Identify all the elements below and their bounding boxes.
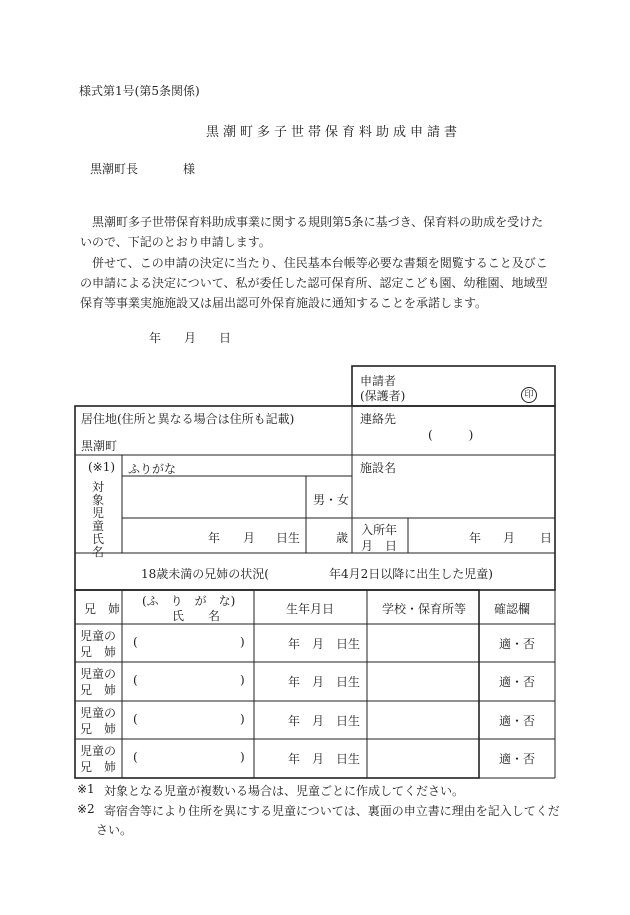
row-label-2: 兄 姉	[80, 683, 117, 697]
confirm-option: 適・否	[499, 675, 536, 689]
gender-options: 男・女	[313, 493, 350, 507]
entry-day: 日	[540, 531, 553, 545]
entry-date-label-1: 入所年	[361, 523, 398, 537]
birth-year: 年	[208, 531, 221, 545]
paren-open: (	[133, 712, 138, 726]
address-town: 黒潮町	[81, 439, 118, 453]
date-month: 月	[184, 331, 197, 345]
age-unit: 歳	[336, 531, 349, 545]
note-2-text-line2: さい。	[96, 823, 133, 837]
contact-label: 連絡先	[360, 412, 397, 426]
note-2-mark: ※2	[77, 802, 95, 816]
birth-date: 年 月 日生	[288, 637, 361, 651]
document-title: 黒潮町多子世帯保育料助成申請書	[206, 125, 462, 140]
applicant-guardian-label: (保護者)	[360, 389, 406, 403]
addressee-sama: 様	[183, 162, 196, 176]
paren-close: )	[240, 750, 245, 764]
col-furigana: (ふ り が な)	[142, 594, 236, 608]
paren-open: (	[133, 750, 138, 764]
col-school: 学校・保育所等	[382, 602, 467, 616]
note-1-mark: ※1	[77, 782, 95, 796]
entry-month: 月	[503, 531, 516, 545]
addressee: 黒潮町長	[90, 162, 139, 176]
confirm-option: 適・否	[499, 714, 536, 728]
entry-year: 年	[469, 531, 482, 545]
col-birth: 生年月日	[286, 602, 335, 616]
birth-date: 年 月 日生	[288, 752, 361, 766]
body-paragraph-2: 併せて、この申請の決定に当たり、住民基本台帳等必要な書類を閲覧すること及びこの申請による決定について、私が委任した認可保育所、認定こども園、幼稚園、地域型保育等事業実施施設又は届出認可外保育施設に通知することを承諾します。	[80, 256, 548, 310]
confirm-option: 適・否	[499, 752, 536, 766]
note-mark-1: (※1)	[88, 460, 116, 474]
child-name-label: 対象児童氏名	[91, 480, 104, 559]
col-name: 氏 名	[172, 609, 221, 623]
paren-close: )	[240, 673, 245, 687]
body-paragraph-1: 黒潮町多子世帯保育料助成事業に関する規則第5条に基づき、保育料の助成を受けたいので、下記のとおり申請します。	[80, 215, 544, 249]
contact-phone-parens: ( )	[428, 428, 474, 442]
row-label-1: 児童の	[80, 667, 117, 681]
date-year: 年	[149, 331, 162, 345]
paren-open: (	[133, 635, 138, 649]
seal-mark: 印	[521, 387, 537, 403]
row-label-1: 児童の	[80, 706, 117, 720]
entry-date-label-2: 月 日	[361, 539, 398, 553]
form-number: 様式第1号(第5条関係)	[79, 84, 200, 98]
row-label-2: 兄 姉	[80, 760, 117, 774]
row-label-2: 兄 姉	[80, 722, 117, 736]
date-day: 日	[219, 331, 232, 345]
paren-close: )	[240, 712, 245, 726]
paren-close: )	[240, 635, 245, 649]
row-label-1: 児童の	[80, 744, 117, 758]
col-confirm: 確認欄	[494, 602, 531, 616]
address-label: 居住地(住所と異なる場合は住所も記載)	[81, 412, 295, 426]
birth-day: 日生	[276, 531, 301, 545]
row-label-2: 兄 姉	[80, 645, 117, 659]
facility-label: 施設名	[360, 461, 397, 475]
birth-date: 年 月 日生	[288, 675, 361, 689]
note-2-text-line1: 寄宿舎等により住所を異にする児童については、裏面の申立書に理由を記入してくだ	[104, 804, 560, 818]
note-1-text: 対象となる児童が複数いる場合は、児童ごとに作成してください。	[104, 784, 465, 798]
paren-open: (	[133, 673, 138, 687]
col-kyoudai: 兄 姉	[84, 602, 121, 616]
birth-date: 年 月 日生	[288, 714, 361, 728]
birth-month: 月	[243, 531, 256, 545]
confirm-option: 適・否	[499, 637, 536, 651]
applicant-label: 申請者	[360, 374, 397, 388]
row-label-1: 児童の	[80, 629, 117, 643]
siblings-status: 18歳未満の兄姉の状況( 年4月2日以降に出生した児童)	[141, 567, 493, 581]
furigana-label: ふりがな	[128, 462, 177, 476]
